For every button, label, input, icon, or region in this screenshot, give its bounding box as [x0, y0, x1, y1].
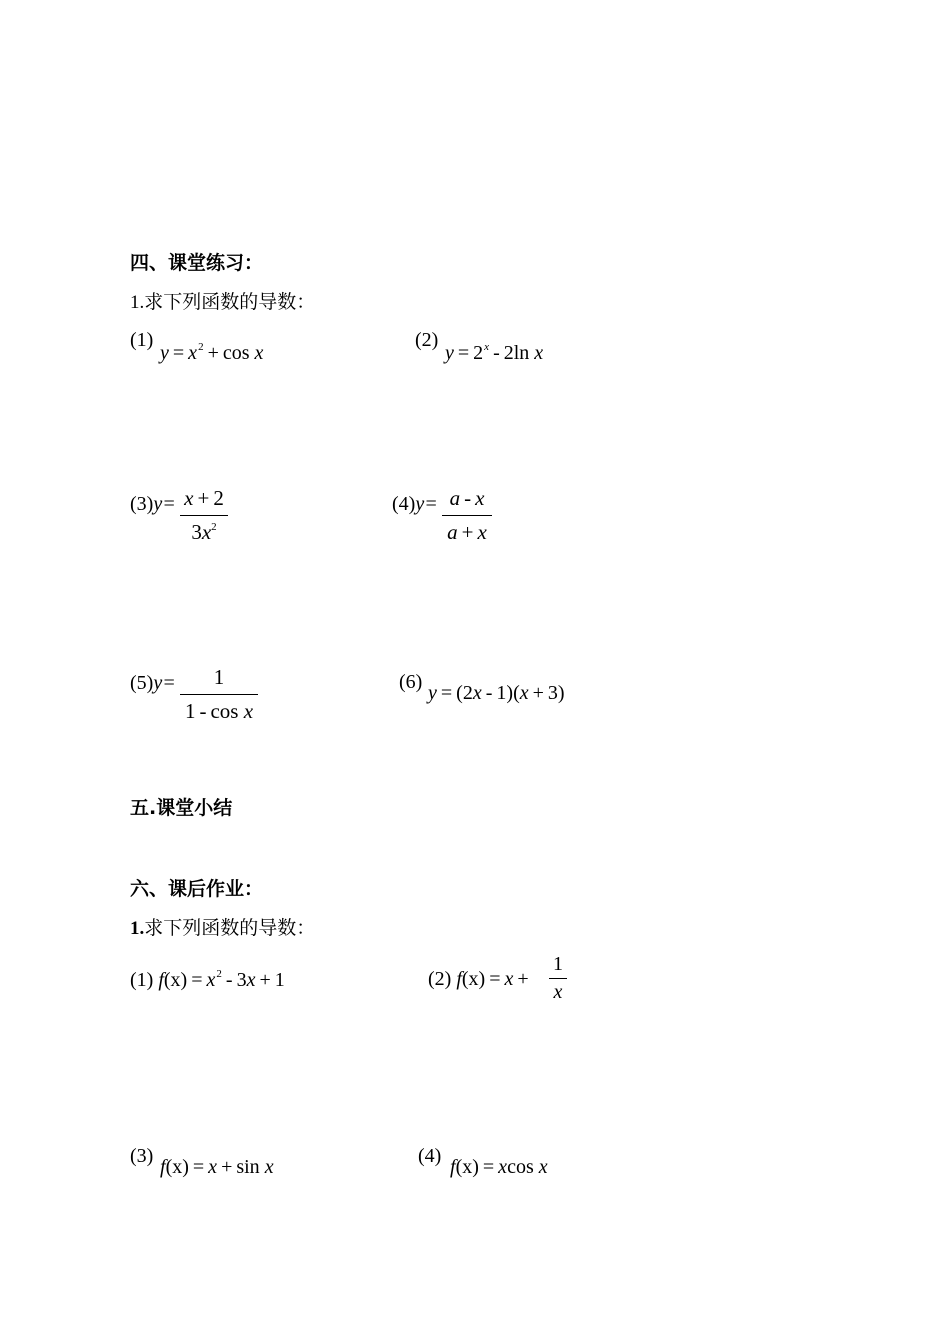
- section-heading-summary: 五.课堂小结: [130, 797, 233, 819]
- item-label: (5)y=: [130, 672, 176, 694]
- fraction-5: [180, 665, 258, 724]
- item-label: (3)y=: [130, 493, 176, 515]
- formula-2: $y = 2^x - 2\ln$ x: [445, 341, 544, 364]
- denominator: a + x: [447, 520, 487, 544]
- fraction-bar: [549, 978, 567, 979]
- section-heading-homework: 六、课后作业：: [130, 878, 264, 900]
- exercise-prompt: [130, 287, 315, 314]
- homework-punct: ：: [296, 917, 316, 939]
- item-label: (3): [130, 1145, 154, 1167]
- item-label: (2): [415, 329, 439, 351]
- homework-formula-3: f(x) = x + sin x: [160, 1156, 274, 1178]
- fraction-3: [180, 486, 228, 545]
- exercise-number: 1.: [130, 292, 145, 313]
- homework-text: 求下列函数的导数: [144, 917, 297, 939]
- homework-number: 1.: [130, 918, 145, 939]
- item-label: (6): [399, 671, 423, 693]
- fraction-bar: [442, 515, 492, 516]
- item-label: (4): [418, 1145, 442, 1167]
- homework-formula-2: (2) f(x) = x +: [428, 968, 529, 990]
- fraction-bar: [180, 694, 258, 695]
- formula-6: y = (2x - 1)(x + 3): [428, 682, 565, 704]
- numerator: x + 2: [184, 486, 224, 510]
- item-label: (4)y=: [392, 493, 438, 515]
- item-label: (1): [130, 329, 154, 351]
- section-heading-practice: 四、课堂练习：: [130, 252, 264, 274]
- formula-1: $y = x^2 + \cos x$: [160, 341, 264, 364]
- numerator: 1: [213, 665, 225, 689]
- fraction-bar: [180, 515, 228, 516]
- homework-fraction-2: 1 x: [549, 953, 567, 1004]
- exercise-text: 求下列函数的导数：: [144, 291, 316, 313]
- homework-formula-1: (1) $f(x) = x^2 - 3x + 1$: [130, 968, 285, 991]
- homework-prompt: [130, 913, 315, 940]
- denominator: $3x^2$: [191, 520, 217, 544]
- numerator: a - x: [449, 486, 485, 510]
- fraction-4: [442, 486, 492, 545]
- homework-formula-4: f(x) = xcos x: [450, 1156, 548, 1178]
- denominator: 1 - cos x: [184, 699, 254, 723]
